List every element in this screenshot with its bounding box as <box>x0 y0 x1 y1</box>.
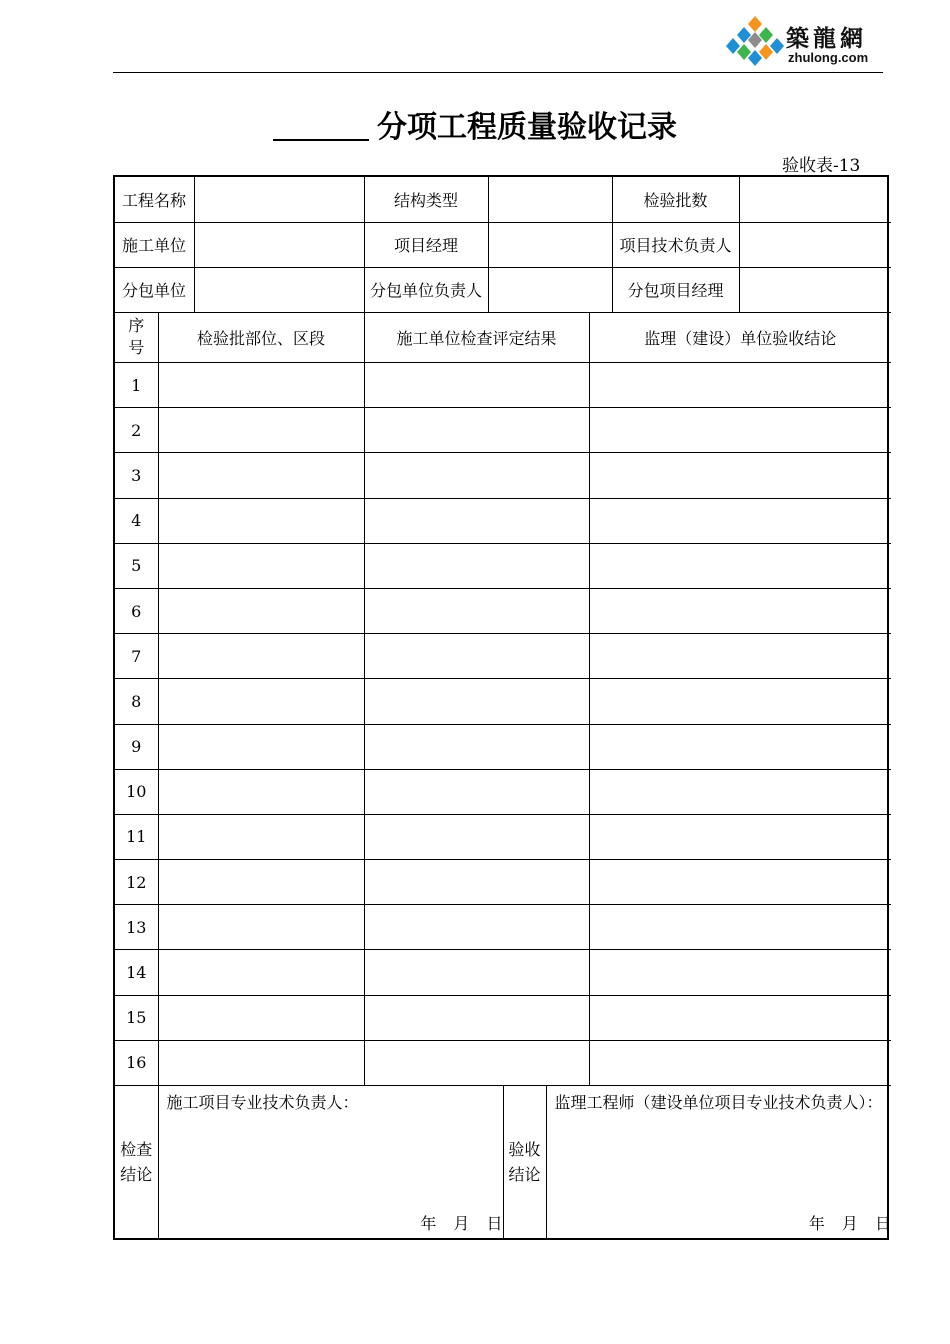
row-number: 2 <box>115 408 158 453</box>
check-label-line1: 检查 <box>120 1140 153 1159</box>
row-number: 8 <box>115 679 158 724</box>
field-construction-unit[interactable] <box>194 222 364 267</box>
row-number: 7 <box>115 634 158 679</box>
row-number: 6 <box>115 588 158 633</box>
header-seq <box>115 313 158 363</box>
info-row <box>115 222 891 267</box>
row-supervision-result-field[interactable] <box>589 950 891 995</box>
field-subcontractor-lead[interactable] <box>488 267 612 312</box>
row-supervision-result-field[interactable] <box>589 453 891 498</box>
label-construction-unit: 施工单位 <box>115 222 194 267</box>
info-row <box>115 177 891 222</box>
row-supervision-result-field[interactable] <box>589 363 891 408</box>
row-supervision-result-field[interactable] <box>589 543 891 588</box>
header-contractor-result: 施工单位检查评定结果 <box>364 313 589 363</box>
row-batch-part-field[interactable] <box>158 588 364 633</box>
label-project-manager: 项目经理 <box>364 222 488 267</box>
header-batch-part: 检验批部位、区段 <box>158 313 364 363</box>
field-structure-type[interactable] <box>488 177 612 222</box>
field-project-manager[interactable] <box>488 222 612 267</box>
label-technical-lead: 项目技术负责人 <box>612 222 739 267</box>
row-supervision-result-field[interactable] <box>589 408 891 453</box>
table-row <box>115 588 891 633</box>
row-batch-part-field[interactable] <box>158 769 364 814</box>
table-row <box>115 543 891 588</box>
contractor-signer-label: 施工项目专业技术负责人： <box>166 1093 359 1112</box>
row-batch-part-field[interactable] <box>158 363 364 408</box>
row-contractor-result-field[interactable] <box>364 724 589 769</box>
row-supervision-result-field[interactable] <box>589 995 891 1040</box>
row-batch-part-field[interactable] <box>158 498 364 543</box>
row-contractor-result-field[interactable] <box>364 679 589 724</box>
table-row <box>115 814 891 859</box>
info-row <box>115 267 891 312</box>
row-supervision-result-field[interactable] <box>589 679 891 724</box>
label-subcontractor: 分包单位 <box>115 267 194 312</box>
project-info-table <box>115 177 891 313</box>
row-contractor-result-field[interactable] <box>364 543 589 588</box>
zhulong-logo <box>726 14 886 68</box>
row-number: 10 <box>115 769 158 814</box>
row-number: 15 <box>115 995 158 1040</box>
page-title <box>0 102 950 146</box>
field-technical-lead[interactable] <box>739 222 891 267</box>
row-contractor-result-field[interactable] <box>364 498 589 543</box>
row-batch-part-field[interactable] <box>158 408 364 453</box>
supervisor-date: 年 月 日 <box>808 1214 891 1233</box>
row-number: 16 <box>115 1040 158 1085</box>
row-contractor-result-field[interactable] <box>364 408 589 453</box>
header-supervision-result: 监理（建设）单位验收结论 <box>589 313 891 363</box>
row-batch-part-field[interactable] <box>158 724 364 769</box>
row-number: 4 <box>115 498 158 543</box>
row-number: 14 <box>115 950 158 995</box>
row-supervision-result-field[interactable] <box>589 769 891 814</box>
table-row <box>115 724 891 769</box>
supervisor-conclusion-field[interactable] <box>546 1086 891 1238</box>
accept-label-line1: 验收 <box>508 1140 541 1159</box>
table-row <box>115 679 891 724</box>
conclusion-row <box>115 1086 891 1238</box>
row-contractor-result-field[interactable] <box>364 363 589 408</box>
row-batch-part-field[interactable] <box>158 453 364 498</box>
table-row <box>115 363 891 408</box>
row-contractor-result-field[interactable] <box>364 950 589 995</box>
row-batch-part-field[interactable] <box>158 814 364 859</box>
table-row <box>115 769 891 814</box>
row-batch-part-field[interactable] <box>158 679 364 724</box>
row-batch-part-field[interactable] <box>158 860 364 905</box>
label-batch-count: 检验批数 <box>612 177 739 222</box>
title-blank-field[interactable] <box>273 113 369 141</box>
row-number: 11 <box>115 814 158 859</box>
table-row <box>115 453 891 498</box>
table-row <box>115 498 891 543</box>
table-row <box>115 995 891 1040</box>
row-contractor-result-field[interactable] <box>364 453 589 498</box>
row-supervision-result-field[interactable] <box>589 1040 891 1085</box>
row-contractor-result-field[interactable] <box>364 860 589 905</box>
row-number: 3 <box>115 453 158 498</box>
row-contractor-result-field[interactable] <box>364 905 589 950</box>
contractor-conclusion-field[interactable] <box>158 1086 503 1238</box>
row-supervision-result-field[interactable] <box>589 498 891 543</box>
row-number: 9 <box>115 724 158 769</box>
field-batch-count[interactable] <box>739 177 891 222</box>
row-supervision-result-field[interactable] <box>589 588 891 633</box>
row-contractor-result-field[interactable] <box>364 769 589 814</box>
table-row <box>115 905 891 950</box>
row-supervision-result-field[interactable] <box>589 724 891 769</box>
row-contractor-result-field[interactable] <box>364 588 589 633</box>
row-number: 5 <box>115 543 158 588</box>
field-subcontract-manager[interactable] <box>739 267 891 312</box>
supervisor-signer-label: 监理工程师（建设单位项目专业技术负责人）： <box>554 1093 883 1112</box>
accept-label-line2: 结论 <box>508 1165 541 1184</box>
table-row <box>115 634 891 679</box>
field-subcontractor[interactable] <box>194 267 364 312</box>
inspection-list-table <box>115 313 891 1087</box>
header-rule <box>113 72 883 73</box>
row-number: 12 <box>115 860 158 905</box>
check-conclusion-label <box>115 1086 158 1238</box>
label-structure-type: 结构类型 <box>364 177 488 222</box>
row-supervision-result-field[interactable] <box>589 814 891 859</box>
row-supervision-result-field[interactable] <box>589 860 891 905</box>
row-number: 13 <box>115 905 158 950</box>
row-number: 1 <box>115 363 158 408</box>
list-header-row <box>115 313 891 363</box>
check-label-line2: 结论 <box>120 1165 153 1184</box>
row-batch-part-field[interactable] <box>158 1040 364 1085</box>
row-batch-part-field[interactable] <box>158 995 364 1040</box>
header-seq-line1: 序 <box>128 316 145 336</box>
zhulong-logo-icon <box>726 14 784 68</box>
header-seq-line2: 号 <box>128 338 145 358</box>
row-contractor-result-field[interactable] <box>364 1040 589 1085</box>
row-batch-part-field[interactable] <box>158 634 364 679</box>
label-project-name: 工程名称 <box>115 177 194 222</box>
acceptance-conclusion-label <box>503 1086 546 1238</box>
label-subcontract-manager: 分包项目经理 <box>612 267 739 312</box>
list-body <box>115 363 891 1086</box>
row-contractor-result-field[interactable] <box>364 995 589 1040</box>
logo-domain: zhulong.com <box>788 50 869 65</box>
row-batch-part-field[interactable] <box>158 905 364 950</box>
conclusion-table <box>115 1086 891 1238</box>
row-supervision-result-field[interactable] <box>589 905 891 950</box>
field-project-name[interactable] <box>194 177 364 222</box>
record-sheet <box>113 175 889 1240</box>
table-row <box>115 408 891 453</box>
label-subcontractor-lead: 分包单位负责人 <box>364 267 488 312</box>
table-row <box>115 1040 891 1085</box>
row-contractor-result-field[interactable] <box>364 634 589 679</box>
title-text: 分项工程质量验收记录 <box>377 110 677 145</box>
logo-name-cn: 築龍網 <box>786 25 867 52</box>
row-batch-part-field[interactable] <box>158 950 364 995</box>
form-number: 验收表-13 <box>782 156 861 176</box>
row-supervision-result-field[interactable] <box>589 634 891 679</box>
row-contractor-result-field[interactable] <box>364 814 589 859</box>
table-row <box>115 860 891 905</box>
table-row <box>115 950 891 995</box>
contractor-date: 年 月 日 <box>420 1214 503 1233</box>
row-batch-part-field[interactable] <box>158 543 364 588</box>
